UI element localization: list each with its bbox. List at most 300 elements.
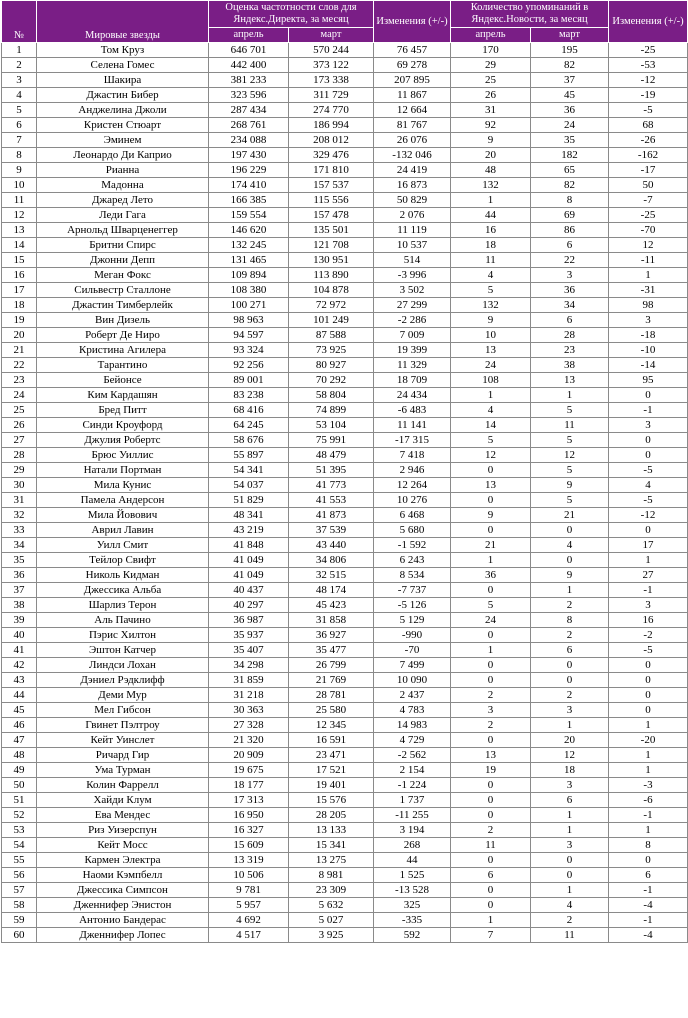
news-april: 0 <box>451 898 531 913</box>
table-row <box>2 73 688 88</box>
row-num: 40 <box>2 628 37 643</box>
row-num: 49 <box>2 763 37 778</box>
direct-march: 121 708 <box>289 238 374 253</box>
news-april: 20 <box>451 148 531 163</box>
star-name: Брюс Уиллис <box>37 448 209 463</box>
news-april: 4 <box>451 268 531 283</box>
direct-change: 11 119 <box>374 223 451 238</box>
star-name: Эштон Катчер <box>37 643 209 658</box>
star-name: Дженнифер Энистон <box>37 898 209 913</box>
direct-april: 159 554 <box>209 208 289 223</box>
news-change: -20 <box>609 733 688 748</box>
news-april: 0 <box>451 778 531 793</box>
direct-change: -11 255 <box>374 808 451 823</box>
news-april: 0 <box>451 658 531 673</box>
news-change: -25 <box>609 43 688 58</box>
direct-april: 43 219 <box>209 523 289 538</box>
news-march: 5 <box>531 403 609 418</box>
news-march: 3 <box>531 838 609 853</box>
direct-march: 5 632 <box>289 898 374 913</box>
news-april: 16 <box>451 223 531 238</box>
news-april: 13 <box>451 748 531 763</box>
star-name: Сильвестр Сталлоне <box>37 283 209 298</box>
news-march: 21 <box>531 508 609 523</box>
row-num: 24 <box>2 388 37 403</box>
news-change: -4 <box>609 928 688 943</box>
news-change: 12 <box>609 238 688 253</box>
news-change: 95 <box>609 373 688 388</box>
star-name: Ума Турман <box>37 763 209 778</box>
news-march: 4 <box>531 898 609 913</box>
direct-change: 24 434 <box>374 388 451 403</box>
row-num: 31 <box>2 493 37 508</box>
star-name: Бритни Спирс <box>37 238 209 253</box>
news-march: 35 <box>531 133 609 148</box>
news-change: 0 <box>609 703 688 718</box>
direct-april: 108 380 <box>209 283 289 298</box>
news-march: 0 <box>531 853 609 868</box>
row-num: 33 <box>2 523 37 538</box>
direct-april: 68 416 <box>209 403 289 418</box>
direct-march: 48 479 <box>289 448 374 463</box>
direct-change: 2 154 <box>374 763 451 778</box>
direct-march: 17 521 <box>289 763 374 778</box>
direct-change: 1 737 <box>374 793 451 808</box>
direct-march: 8 981 <box>289 868 374 883</box>
news-change: -1 <box>609 913 688 928</box>
row-num: 27 <box>2 433 37 448</box>
news-change: -31 <box>609 283 688 298</box>
news-change: -7 <box>609 193 688 208</box>
news-april: 19 <box>451 763 531 778</box>
direct-april: 94 597 <box>209 328 289 343</box>
news-march: 6 <box>531 238 609 253</box>
news-change: 0 <box>609 388 688 403</box>
direct-march: 130 951 <box>289 253 374 268</box>
direct-march: 274 770 <box>289 103 374 118</box>
direct-april: 41 049 <box>209 568 289 583</box>
direct-change: -1 592 <box>374 538 451 553</box>
direct-april: 20 909 <box>209 748 289 763</box>
news-change: -5 <box>609 643 688 658</box>
star-name: Николь Кидман <box>37 568 209 583</box>
news-april: 0 <box>451 733 531 748</box>
direct-march: 208 012 <box>289 133 374 148</box>
table-row <box>2 448 688 463</box>
direct-march: 58 804 <box>289 388 374 403</box>
direct-march: 72 972 <box>289 298 374 313</box>
row-num: 20 <box>2 328 37 343</box>
table-row <box>2 493 688 508</box>
table-row <box>2 568 688 583</box>
news-april: 5 <box>451 283 531 298</box>
direct-april: 34 298 <box>209 658 289 673</box>
news-march: 3 <box>531 268 609 283</box>
star-name: Аль Пачино <box>37 613 209 628</box>
direct-change: -990 <box>374 628 451 643</box>
direct-april: 27 328 <box>209 718 289 733</box>
news-change: -14 <box>609 358 688 373</box>
direct-april: 234 088 <box>209 133 289 148</box>
row-num: 54 <box>2 838 37 853</box>
direct-april: 36 987 <box>209 613 289 628</box>
row-num: 10 <box>2 178 37 193</box>
direct-april: 54 341 <box>209 463 289 478</box>
table-row <box>2 763 688 778</box>
table-row <box>2 598 688 613</box>
direct-march: 36 927 <box>289 628 374 643</box>
news-change: 0 <box>609 673 688 688</box>
direct-march: 21 769 <box>289 673 374 688</box>
table-row <box>2 583 688 598</box>
direct-change: 207 895 <box>374 73 451 88</box>
row-num: 55 <box>2 853 37 868</box>
news-march: 12 <box>531 748 609 763</box>
direct-april: 196 229 <box>209 163 289 178</box>
table-row <box>2 748 688 763</box>
news-march: 8 <box>531 613 609 628</box>
table-row <box>2 43 688 58</box>
direct-change: -1 224 <box>374 778 451 793</box>
direct-march: 311 729 <box>289 88 374 103</box>
news-march: 82 <box>531 58 609 73</box>
direct-march: 51 395 <box>289 463 374 478</box>
row-num: 53 <box>2 823 37 838</box>
news-april: 1 <box>451 643 531 658</box>
direct-april: 17 313 <box>209 793 289 808</box>
direct-march: 23 309 <box>289 883 374 898</box>
direct-march: 37 539 <box>289 523 374 538</box>
table-row <box>2 418 688 433</box>
header-news-march: март <box>531 28 609 43</box>
news-change: 1 <box>609 763 688 778</box>
row-num: 25 <box>2 403 37 418</box>
row-num: 29 <box>2 463 37 478</box>
row-num: 41 <box>2 643 37 658</box>
row-num: 48 <box>2 748 37 763</box>
direct-march: 41 553 <box>289 493 374 508</box>
news-change: 1 <box>609 553 688 568</box>
direct-change: 10 537 <box>374 238 451 253</box>
news-change: 3 <box>609 313 688 328</box>
direct-change: 3 502 <box>374 283 451 298</box>
news-change: 3 <box>609 598 688 613</box>
direct-march: 31 858 <box>289 613 374 628</box>
news-change: 0 <box>609 853 688 868</box>
direct-change: 12 664 <box>374 103 451 118</box>
direct-change: -335 <box>374 913 451 928</box>
news-march: 5 <box>531 433 609 448</box>
direct-change: 26 076 <box>374 133 451 148</box>
table-row <box>2 523 688 538</box>
news-march: 37 <box>531 73 609 88</box>
news-change: -6 <box>609 793 688 808</box>
direct-april: 131 465 <box>209 253 289 268</box>
direct-march: 173 338 <box>289 73 374 88</box>
star-name: Дэниел Рэдклифф <box>37 673 209 688</box>
row-num: 51 <box>2 793 37 808</box>
news-april: 3 <box>451 703 531 718</box>
row-num: 30 <box>2 478 37 493</box>
star-name: Мила Кунис <box>37 478 209 493</box>
direct-april: 18 177 <box>209 778 289 793</box>
news-change: -1 <box>609 808 688 823</box>
star-name: Кейт Уинслет <box>37 733 209 748</box>
news-april: 21 <box>451 538 531 553</box>
news-march: 24 <box>531 118 609 133</box>
news-march: 1 <box>531 808 609 823</box>
news-change: -12 <box>609 508 688 523</box>
direct-april: 646 701 <box>209 43 289 58</box>
direct-april: 4 517 <box>209 928 289 943</box>
table-row <box>2 673 688 688</box>
news-change: 27 <box>609 568 688 583</box>
news-april: 0 <box>451 673 531 688</box>
table-row <box>2 148 688 163</box>
news-change: -26 <box>609 133 688 148</box>
news-change: 8 <box>609 838 688 853</box>
news-change: -4 <box>609 898 688 913</box>
news-change: -1 <box>609 403 688 418</box>
direct-change: 325 <box>374 898 451 913</box>
row-num: 45 <box>2 703 37 718</box>
direct-april: 98 963 <box>209 313 289 328</box>
direct-change: 11 329 <box>374 358 451 373</box>
row-num: 36 <box>2 568 37 583</box>
direct-change: 14 983 <box>374 718 451 733</box>
direct-march: 329 476 <box>289 148 374 163</box>
news-april: 12 <box>451 448 531 463</box>
row-num: 46 <box>2 718 37 733</box>
news-april: 2 <box>451 688 531 703</box>
table-row <box>2 883 688 898</box>
row-num: 38 <box>2 598 37 613</box>
news-change: 1 <box>609 268 688 283</box>
table-row <box>2 703 688 718</box>
direct-april: 100 271 <box>209 298 289 313</box>
table-row <box>2 478 688 493</box>
direct-change: 10 276 <box>374 493 451 508</box>
news-march: 36 <box>531 103 609 118</box>
news-change: -3 <box>609 778 688 793</box>
direct-change: -2 562 <box>374 748 451 763</box>
star-name: Джулия Робертс <box>37 433 209 448</box>
header-news-april: апрель <box>451 28 531 43</box>
header-yandex-news: Количество упоминаний в Яндекс.Новости, за месяц <box>451 1 609 28</box>
news-april: 0 <box>451 808 531 823</box>
direct-april: 13 319 <box>209 853 289 868</box>
news-change: -162 <box>609 148 688 163</box>
table-row <box>2 133 688 148</box>
direct-april: 10 506 <box>209 868 289 883</box>
star-name: Бейонсе <box>37 373 209 388</box>
news-change: -70 <box>609 223 688 238</box>
row-num: 22 <box>2 358 37 373</box>
row-num: 11 <box>2 193 37 208</box>
star-name: Ким Кардашян <box>37 388 209 403</box>
row-num: 18 <box>2 298 37 313</box>
news-change: 0 <box>609 433 688 448</box>
news-change: 98 <box>609 298 688 313</box>
table-row <box>2 58 688 73</box>
table-row <box>2 193 688 208</box>
news-change: -25 <box>609 208 688 223</box>
table-row <box>2 178 688 193</box>
direct-change: 27 299 <box>374 298 451 313</box>
star-name: Меган Фокс <box>37 268 209 283</box>
news-march: 0 <box>531 673 609 688</box>
star-name: Наоми Кэмпбелл <box>37 868 209 883</box>
direct-march: 570 244 <box>289 43 374 58</box>
table-row <box>2 343 688 358</box>
news-april: 24 <box>451 358 531 373</box>
direct-march: 53 104 <box>289 418 374 433</box>
news-march: 11 <box>531 418 609 433</box>
direct-change: -70 <box>374 643 451 658</box>
direct-april: 40 437 <box>209 583 289 598</box>
news-april: 36 <box>451 568 531 583</box>
direct-april: 92 256 <box>209 358 289 373</box>
table-row <box>2 358 688 373</box>
news-march: 34 <box>531 298 609 313</box>
news-march: 22 <box>531 253 609 268</box>
news-march: 0 <box>531 553 609 568</box>
direct-march: 25 580 <box>289 703 374 718</box>
direct-change: 268 <box>374 838 451 853</box>
news-change: 16 <box>609 613 688 628</box>
direct-april: 93 324 <box>209 343 289 358</box>
direct-april: 51 829 <box>209 493 289 508</box>
table-row <box>2 868 688 883</box>
row-num: 32 <box>2 508 37 523</box>
news-april: 48 <box>451 163 531 178</box>
news-march: 0 <box>531 523 609 538</box>
news-april: 1 <box>451 913 531 928</box>
direct-march: 70 292 <box>289 373 374 388</box>
direct-change: 6 468 <box>374 508 451 523</box>
table-row <box>2 838 688 853</box>
news-april: 24 <box>451 613 531 628</box>
row-num: 28 <box>2 448 37 463</box>
direct-march: 135 501 <box>289 223 374 238</box>
news-april: 2 <box>451 823 531 838</box>
row-num: 21 <box>2 343 37 358</box>
celebrity-stats-table <box>1 0 688 943</box>
table-row <box>2 313 688 328</box>
table-row <box>2 793 688 808</box>
star-name: Риз Уизерспун <box>37 823 209 838</box>
news-april: 13 <box>451 343 531 358</box>
news-change: -10 <box>609 343 688 358</box>
news-march: 82 <box>531 178 609 193</box>
direct-april: 109 894 <box>209 268 289 283</box>
news-march: 3 <box>531 703 609 718</box>
direct-change: 69 278 <box>374 58 451 73</box>
direct-april: 166 385 <box>209 193 289 208</box>
news-april: 9 <box>451 133 531 148</box>
direct-march: 15 576 <box>289 793 374 808</box>
direct-april: 132 245 <box>209 238 289 253</box>
news-change: 0 <box>609 658 688 673</box>
direct-march: 16 591 <box>289 733 374 748</box>
news-march: 3 <box>531 778 609 793</box>
table-row <box>2 163 688 178</box>
news-april: 0 <box>451 853 531 868</box>
star-name: Хайди Клум <box>37 793 209 808</box>
news-april: 0 <box>451 793 531 808</box>
direct-april: 9 781 <box>209 883 289 898</box>
direct-april: 58 676 <box>209 433 289 448</box>
news-change: 50 <box>609 178 688 193</box>
row-num: 26 <box>2 418 37 433</box>
news-march: 2 <box>531 913 609 928</box>
news-change: 4 <box>609 478 688 493</box>
news-april: 26 <box>451 88 531 103</box>
row-num: 50 <box>2 778 37 793</box>
table-row <box>2 538 688 553</box>
star-name: Джессика Симпсон <box>37 883 209 898</box>
direct-change: 5 680 <box>374 523 451 538</box>
table-row <box>2 613 688 628</box>
star-name: Джастин Бибер <box>37 88 209 103</box>
news-march: 23 <box>531 343 609 358</box>
direct-march: 373 122 <box>289 58 374 73</box>
row-num: 56 <box>2 868 37 883</box>
direct-april: 146 620 <box>209 223 289 238</box>
direct-march: 157 478 <box>289 208 374 223</box>
news-march: 1 <box>531 823 609 838</box>
news-change: -2 <box>609 628 688 643</box>
direct-april: 41 848 <box>209 538 289 553</box>
header-direct-april: апрель <box>209 28 289 43</box>
row-num: 16 <box>2 268 37 283</box>
star-name: Джонни Депп <box>37 253 209 268</box>
news-change: -5 <box>609 463 688 478</box>
row-num: 58 <box>2 898 37 913</box>
direct-april: 31 859 <box>209 673 289 688</box>
direct-march: 26 799 <box>289 658 374 673</box>
news-april: 9 <box>451 508 531 523</box>
news-april: 6 <box>451 868 531 883</box>
star-name: Кармен Электра <box>37 853 209 868</box>
news-april: 5 <box>451 598 531 613</box>
direct-april: 35 937 <box>209 628 289 643</box>
table-row <box>2 463 688 478</box>
news-change: 6 <box>609 868 688 883</box>
news-march: 5 <box>531 493 609 508</box>
direct-march: 5 027 <box>289 913 374 928</box>
news-april: 44 <box>451 208 531 223</box>
direct-change: 2 946 <box>374 463 451 478</box>
star-name: Анджелина Джоли <box>37 103 209 118</box>
direct-change: 7 499 <box>374 658 451 673</box>
news-april: 0 <box>451 628 531 643</box>
direct-change: 16 873 <box>374 178 451 193</box>
direct-march: 101 249 <box>289 313 374 328</box>
news-march: 5 <box>531 463 609 478</box>
news-change: -5 <box>609 103 688 118</box>
direct-april: 174 410 <box>209 178 289 193</box>
direct-march: 34 806 <box>289 553 374 568</box>
news-april: 0 <box>451 883 531 898</box>
news-april: 108 <box>451 373 531 388</box>
star-name: Леди Гага <box>37 208 209 223</box>
row-num: 52 <box>2 808 37 823</box>
direct-march: 74 899 <box>289 403 374 418</box>
direct-change: 1 525 <box>374 868 451 883</box>
table-row <box>2 913 688 928</box>
news-change: -1 <box>609 883 688 898</box>
